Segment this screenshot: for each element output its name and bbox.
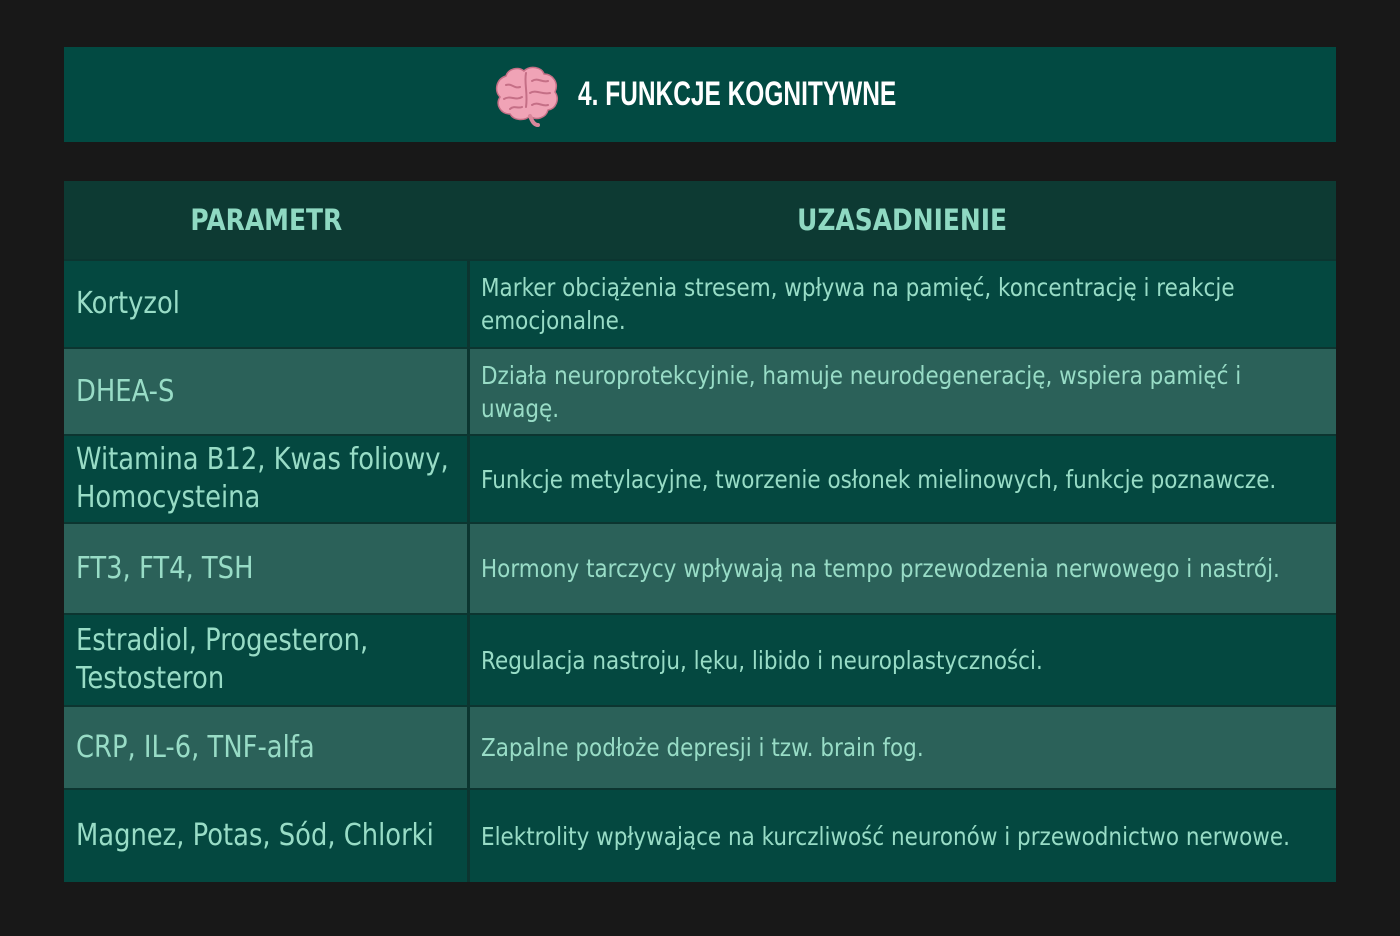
- brain-icon: [490, 63, 562, 127]
- page-title: 4. FUNKCJE KOGNITYWNE: [577, 75, 897, 113]
- parameter-cell: CRP, IL-6, TNF-alfa: [64, 706, 468, 789]
- parameters-table: [64, 181, 1336, 881]
- justification-cell: Marker obciążenia stresem, wpływa na pamięć, koncentrację i reakcje emocjonalne.: [468, 260, 1336, 348]
- parameter-cell: Witamina B12, Kwas foliowy, Homocysteina: [64, 435, 468, 523]
- table-header-row: [64, 181, 1336, 260]
- parameter-cell: Kortyzol: [64, 260, 468, 348]
- table-row: [64, 435, 1336, 523]
- title-banner: [64, 47, 1336, 142]
- table-row: [64, 706, 1336, 789]
- parameter-cell: Estradiol, Progesteron, Testosteron: [64, 614, 468, 706]
- parameter-cell: FT3, FT4, TSH: [64, 523, 468, 614]
- justification-cell: Zapalne podłoże depresji i tzw. brain fog.: [468, 706, 1336, 789]
- table-row: [64, 260, 1336, 348]
- table-row: [64, 523, 1336, 614]
- column-header-justification: UZASADNIENIE: [468, 181, 1336, 260]
- table-row: [64, 348, 1336, 435]
- table-row: [64, 614, 1336, 706]
- justification-cell: Działa neuroprotekcyjnie, hamuje neurodegenerację, wspiera pamięć i uwagę.: [468, 348, 1336, 435]
- column-header-parameter: PARAMETR: [64, 181, 468, 260]
- table-row: [64, 789, 1336, 882]
- justification-cell: Regulacja nastroju, lęku, libido i neuroplastyczności.: [468, 614, 1336, 706]
- parameter-cell: DHEA-S: [64, 348, 468, 435]
- justification-cell: Funkcje metylacyjne, tworzenie osłonek mielinowych, funkcje poznawcze.: [468, 435, 1336, 523]
- justification-cell: Elektrolity wpływające na kurczliwość neuronów i przewodnictwo nerwowe.: [468, 789, 1336, 882]
- parameter-cell: Magnez, Potas, Sód, Chlorki: [64, 789, 468, 882]
- justification-cell: Hormony tarczycy wpływają na tempo przewodzenia nerwowego i nastrój.: [468, 523, 1336, 614]
